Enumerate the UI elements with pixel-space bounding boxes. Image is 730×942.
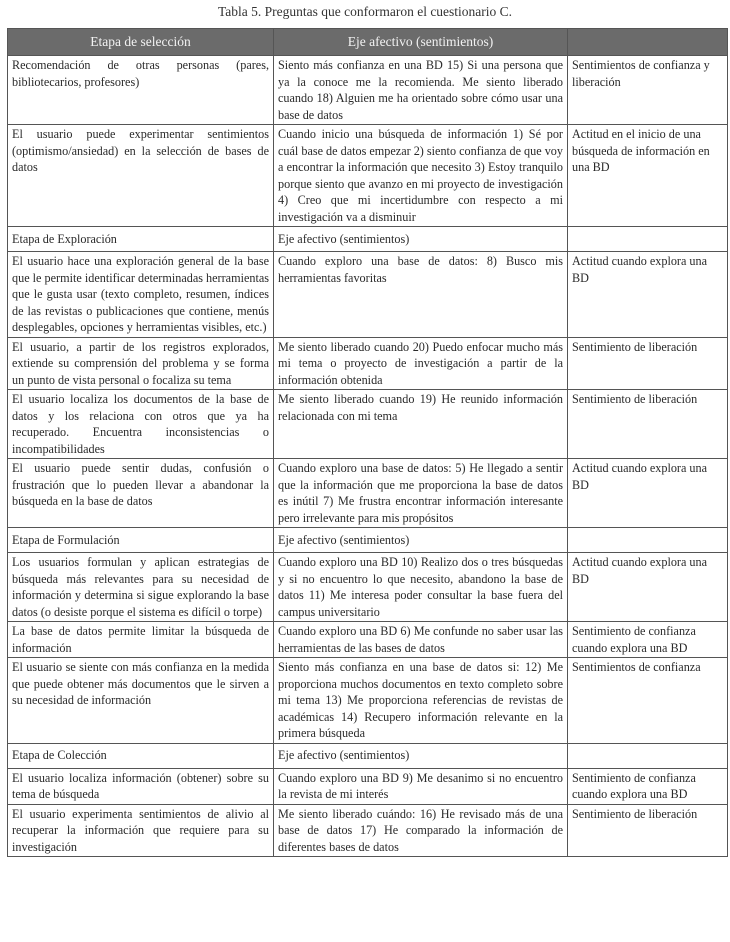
- table-row: [8, 768, 728, 804]
- affective-questions-cell: Me siento liberado cuando 19) He reunido información relacionada con mi tema: [274, 390, 568, 459]
- stage-description-cell: El usuario puede experimentar sentimientos (optimismo/ansiedad) en la selección de bases de datos: [8, 125, 274, 227]
- stage-title: Etapa de Formulación: [8, 528, 274, 553]
- stage-description-cell: El usuario se siente con más confianza en la medida que puede obtener más documentos que le sirven a su necesidad de información: [8, 658, 274, 744]
- stage-title: Etapa de Exploración: [8, 227, 274, 252]
- affective-questions-cell: Cuando inicio una búsqueda de información 1) Sé por cuál base de datos empezar 2) siento confianza de que voy a encontrar la información que necesito 3) Estoy tranquilo porque siento que avanzo en mi proyecto de investigación 4) Creo que mi incertidumbre con respecto a mi investigación va a disminuir: [274, 125, 568, 227]
- table-row: [8, 390, 728, 459]
- category-cell: Sentimiento de liberación: [568, 390, 728, 459]
- stage-empty-cell: [568, 743, 728, 768]
- header-stage: Etapa de selección: [8, 29, 274, 56]
- header-row: [8, 29, 728, 56]
- header-affective-axis: Eje afectivo (sentimientos): [274, 29, 568, 56]
- category-cell: Actitud cuando explora una BD: [568, 252, 728, 338]
- table-row: [8, 553, 728, 622]
- category-cell: Actitud cuando explora una BD: [568, 459, 728, 528]
- stage-description-cell: El usuario hace una exploración general de la base que le permite identificar determinadas herramientas que le gusta usar (texto completo, resumen, índices de las revistas o publicaciones que contiene, menús desplegables, opciones y herramientas visibles, etc.): [8, 252, 274, 338]
- questionnaire-table: [7, 28, 728, 857]
- category-cell: Sentimientos de confianza y liberación: [568, 56, 728, 125]
- affective-questions-cell: Me siento liberado cuando 20) Puedo enfocar mucho más mi tema o proyecto de investigación a partir de la información obtenida: [274, 337, 568, 390]
- table-row: [8, 459, 728, 528]
- stage-description-cell: El usuario experimenta sentimientos de alivio al recuperar la información que requiere para su investigación: [8, 804, 274, 857]
- category-cell: Sentimiento de confianza cuando explora una BD: [568, 622, 728, 658]
- stage-axis-label: Eje afectivo (sentimientos): [274, 528, 568, 553]
- stage-description-cell: Los usuarios formulan y aplican estrategias de búsqueda más relevantes para su necesidad de información y determina si sigue explorando la base datos (o desiste porque el sistema es difícil o torpe): [8, 553, 274, 622]
- stage-title: Etapa de Colección: [8, 743, 274, 768]
- affective-questions-cell: Cuando exploro una BD 10) Realizo dos o tres búsquedas y si no encuentro lo que necesito, abandono la base de datos 11) Me interesa poder consultar la base fuera del campus universitario: [274, 553, 568, 622]
- stage-empty-cell: [568, 528, 728, 553]
- category-cell: Sentimiento de confianza cuando explora una BD: [568, 768, 728, 804]
- table-row: [8, 125, 728, 227]
- stage-description-cell: El usuario localiza información (obtener) sobre su tema de búsqueda: [8, 768, 274, 804]
- category-cell: Sentimiento de liberación: [568, 337, 728, 390]
- stage-header-row: [8, 528, 728, 553]
- category-cell: Sentimientos de confianza: [568, 658, 728, 744]
- affective-questions-cell: Cuando exploro una base de datos: 5) He llegado a sentir que la información que me proporciona la base de datos es inútil 7) Me frustra encontrar información interesante pero irrelevante para mis propósitos: [274, 459, 568, 528]
- affective-questions-cell: Siento más confianza en una BD 15) Si una persona que ya la conoce me la recomienda. Me siento liberado cuando 18) Alguien me ha orientado sobre cómo usar una base de datos: [274, 56, 568, 125]
- affective-questions-cell: Cuando exploro una BD 6) Me confunde no saber usar las herramientas de las bases de datos: [274, 622, 568, 658]
- table-body: [8, 56, 728, 857]
- stage-description-cell: El usuario localiza los documentos de la base de datos y los relaciona con otros que ya ha recuperado. Encuentra inconsistencias o incompatibilidades: [8, 390, 274, 459]
- category-cell: Actitud en el inicio de una búsqueda de información en una BD: [568, 125, 728, 227]
- stage-axis-label: Eje afectivo (sentimientos): [274, 743, 568, 768]
- stage-description-cell: La base de datos permite limitar la búsqueda de información: [8, 622, 274, 658]
- table-row: [8, 337, 728, 390]
- affective-questions-cell: Cuando exploro una BD 9) Me desanimo si no encuentro la revista de mi interés: [274, 768, 568, 804]
- table-row: [8, 622, 728, 658]
- table-row: [8, 804, 728, 857]
- table-row: [8, 56, 728, 125]
- stage-description-cell: El usuario puede sentir dudas, confusión o frustración que lo pueden llevar a abandonar la búsqueda en la base de datos: [8, 459, 274, 528]
- affective-questions-cell: Siento más confianza en una base de datos si: 12) Me proporciona muchos documentos en texto completo sobre mi tema 13) Me proporciona referencias de revistas de académicas 14) Recupero información relevante en la primera búsqueda: [274, 658, 568, 744]
- header-category: [568, 29, 728, 56]
- category-cell: Actitud cuando explora una BD: [568, 553, 728, 622]
- stage-description-cell: Recomendación de otras personas (pares, bibliotecarios, profesores): [8, 56, 274, 125]
- stage-header-row: [8, 743, 728, 768]
- affective-questions-cell: Me siento liberado cuándo: 16) He revisado más de una base de datos 17) He comparado la información de diferentes bases de datos: [274, 804, 568, 857]
- table-caption: Tabla 5. Preguntas que conformaron el cuestionario C.: [217, 4, 513, 19]
- stage-axis-label: Eje afectivo (sentimientos): [274, 227, 568, 252]
- affective-questions-cell: Cuando exploro una base de datos: 8) Busco mis herramientas favoritas: [274, 252, 568, 338]
- table-row: [8, 658, 728, 744]
- category-cell: Sentimiento de liberación: [568, 804, 728, 857]
- stage-empty-cell: [568, 227, 728, 252]
- table-row: [8, 252, 728, 338]
- stage-header-row: [8, 227, 728, 252]
- stage-description-cell: El usuario, a partir de los registros explorados, extiende su comprensión del problema y se forma un punto de vista personal o focaliza su tema: [8, 337, 274, 390]
